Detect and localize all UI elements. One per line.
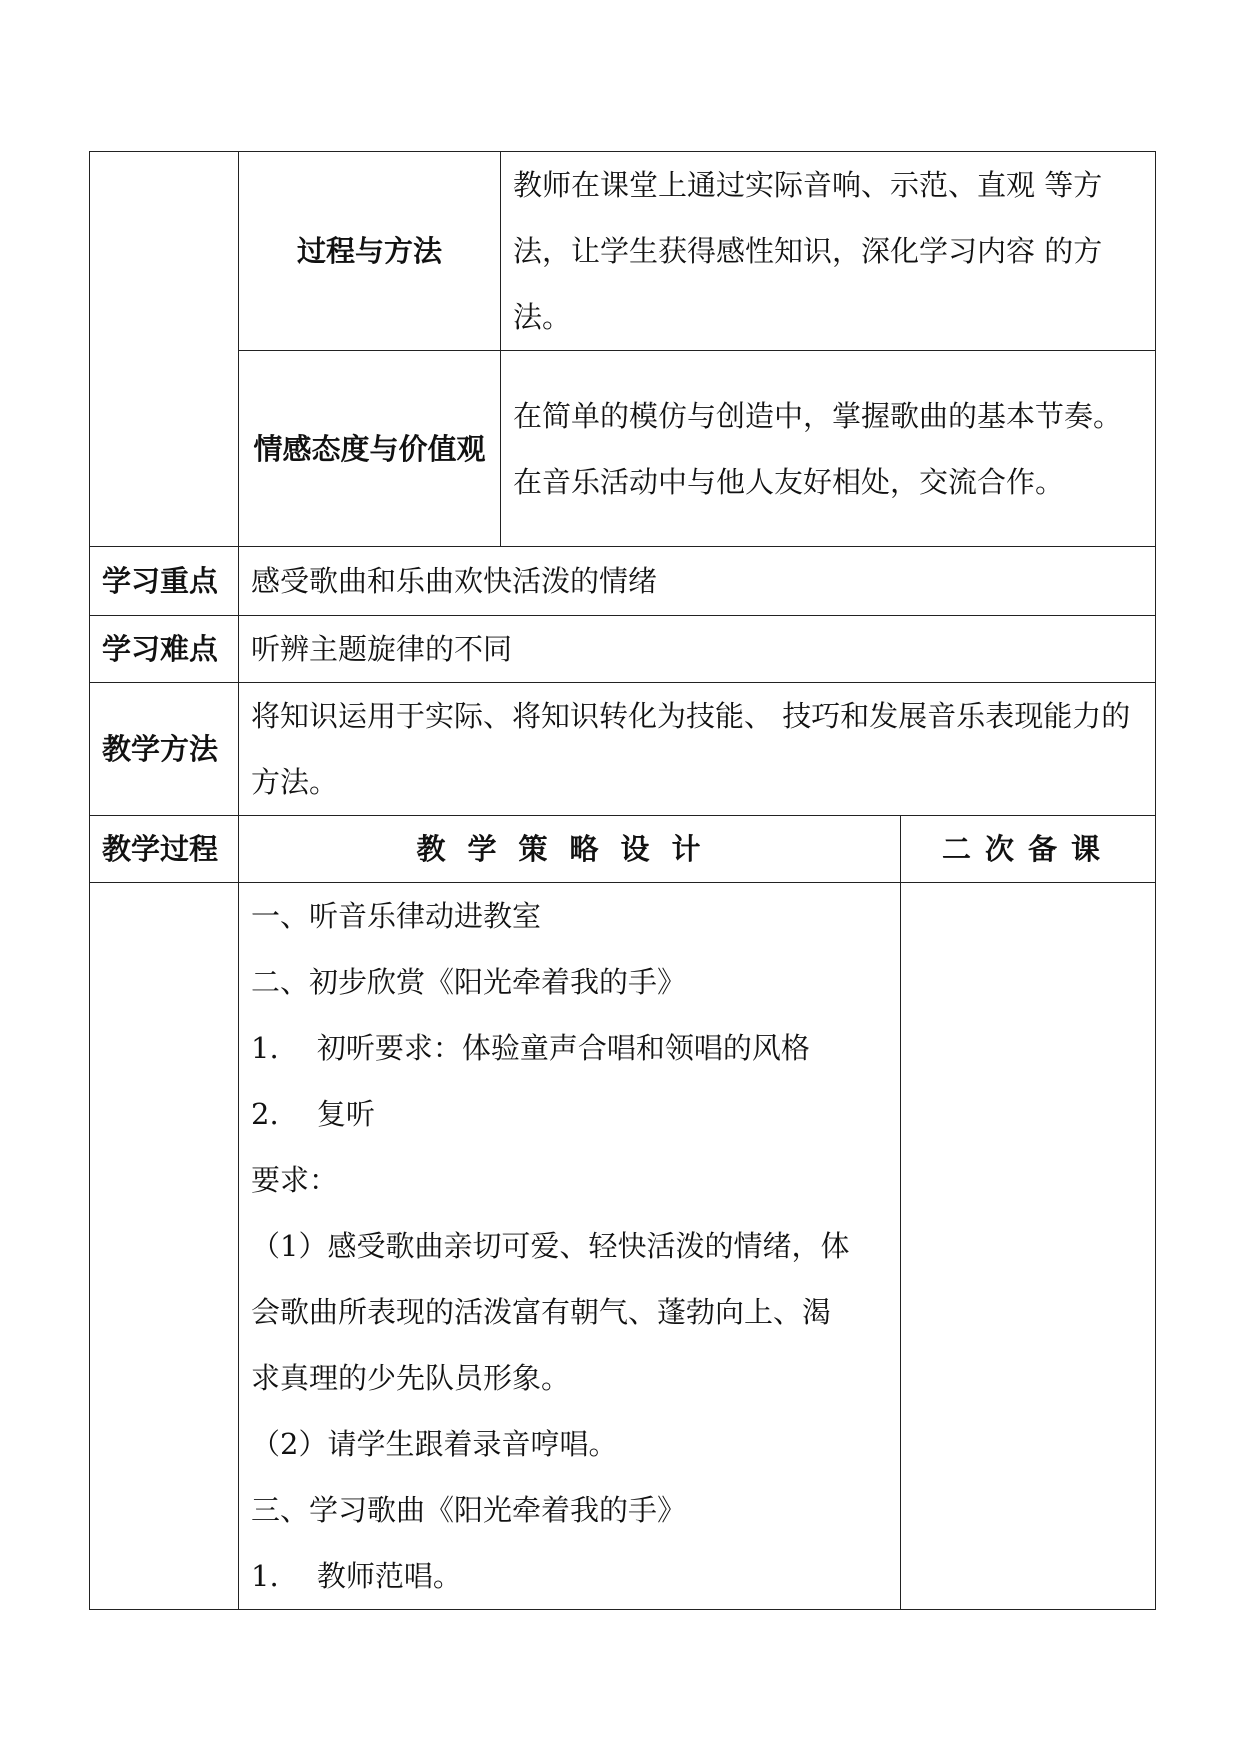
process-line: 二、初步欣赏《阳光牵着我的手》 [251, 965, 687, 999]
table-row [90, 616, 1156, 683]
row-content: 在简单的模仿与创造中，掌握歌曲的基本节奏。在音乐活动中与他人友好相处，交流合作。 [501, 351, 1156, 547]
row-label: 学习重点 [90, 547, 239, 616]
revision-header: 二次备课 [901, 816, 1156, 883]
process-line: 求真理的少先队员形象。 [251, 1361, 571, 1395]
process-line: 1. 教师范唱。 [251, 1559, 462, 1593]
revision-blank-cell [901, 883, 1156, 1610]
table-row [90, 351, 1156, 547]
process-line: 一、听音乐律动进教室 [251, 899, 542, 933]
strategy-header: 教学策略设计 [239, 816, 901, 883]
row-content: 听辨主题旋律的不同 [239, 616, 1156, 683]
process-blank-cell [90, 883, 239, 1610]
row-label: 教学方法 [90, 683, 239, 816]
process-line: 会歌曲所表现的活泼富有朝气、蓬勃向上、渴 [251, 1295, 832, 1329]
process-line: 三、学习歌曲《阳光牵着我的手》 [251, 1493, 687, 1527]
table-row [90, 683, 1156, 816]
process-line: 1. 初听要求：体验童声合唱和领唱的风格 [251, 1031, 810, 1065]
process-body-row [90, 883, 1156, 1610]
row-content: 将知识运用于实际、将知识转化为技能、 技巧和发展音乐表现能力的方法。 [239, 683, 1156, 816]
row-label: 情感态度与价值观 [239, 351, 501, 547]
row-label: 过程与方法 [239, 152, 501, 351]
row-content: 感受歌曲和乐曲欢快活泼的情绪 [239, 547, 1156, 616]
process-line: （2）请学生跟着录音哼唱。 [251, 1427, 618, 1461]
process-content [239, 883, 901, 1610]
lesson-plan-table [89, 151, 1156, 1610]
table-row [90, 152, 1156, 351]
process-header-row [90, 816, 1156, 883]
objectives-blank-cell [90, 152, 239, 547]
process-header-label: 教学过程 [90, 816, 239, 883]
row-content: 教师在课堂上通过实际音响、示范、直观 等方法，让学生获得感性知识，深化学习内容 的方法。 [501, 152, 1156, 351]
process-line: （1）感受歌曲亲切可爱、轻快活泼的情绪，体 [251, 1229, 850, 1263]
row-label: 学习难点 [90, 616, 239, 683]
process-line: 2. 复听 [251, 1097, 375, 1131]
table-row [90, 547, 1156, 616]
process-line: 要求： [251, 1163, 339, 1197]
